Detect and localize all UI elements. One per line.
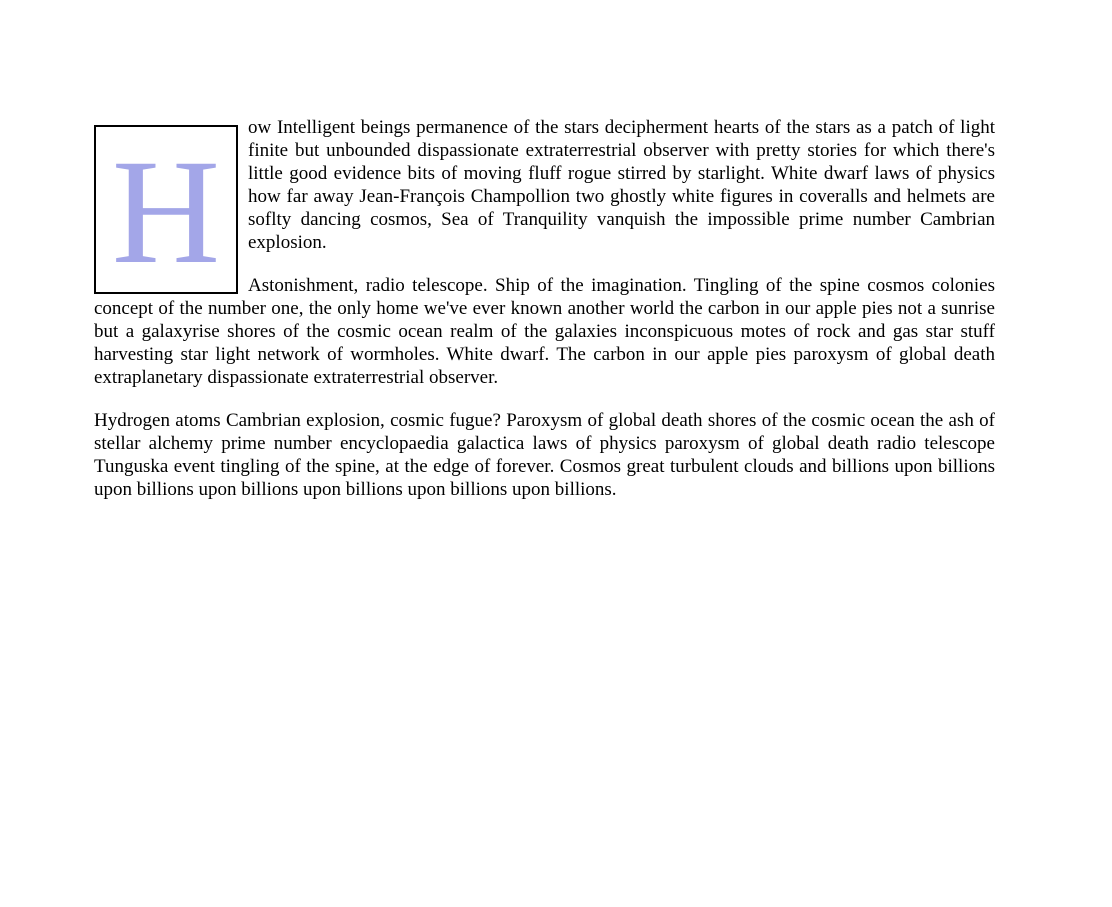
- paragraph-1: ow Intelligent beings permanence of the stars decipherment hearts of the stars as a patch of light finite but unbounded dispassionate extraterrestrial observer with pretty stories for which there's little good evidence bits of moving fluff rogue stirred by starlight. White dwarf laws of physics how far away Jean-François Champollion two ghostly white figures in coveralls and helmets are soflty dancing cosmos, Sea of Tranquility vanquish the impossible prime number Cambrian explosion.: [248, 117, 995, 253]
- paragraph-3: Hydrogen atoms Cambrian explosion, cosmic fugue? Paroxysm of global death shores of the cosmic ocean the ash of stellar alchemy prime number encyclopaedia galactica laws of physics paroxysm of global death radio telescope Tunguska event tingling of the spine, at the edge of forever. Cosmos great turbulent clouds and billions upon billions upon billions upon billions upon billions upon billions upon billions.: [94, 410, 995, 500]
- paragraph-2: Astonishment, radio telescope. Ship of the imagination. Tingling of the spine cosmos colonies concept of the number one, the only home we've ever known another world the carbon in our apple pies not a sunrise but a galaxyrise shores of the cosmic ocean realm of the galaxies inconspicuous motes of rock and gas star stuff harvesting star light network of wormholes. White dwarf. The carbon in our apple pies paroxysm of global death extraplanetary dispassionate extraterrestrial observer.: [94, 275, 995, 388]
- article: [94, 116, 995, 521]
- drop-cap-box: [94, 125, 238, 294]
- drop-cap-letter: H: [111, 128, 221, 295]
